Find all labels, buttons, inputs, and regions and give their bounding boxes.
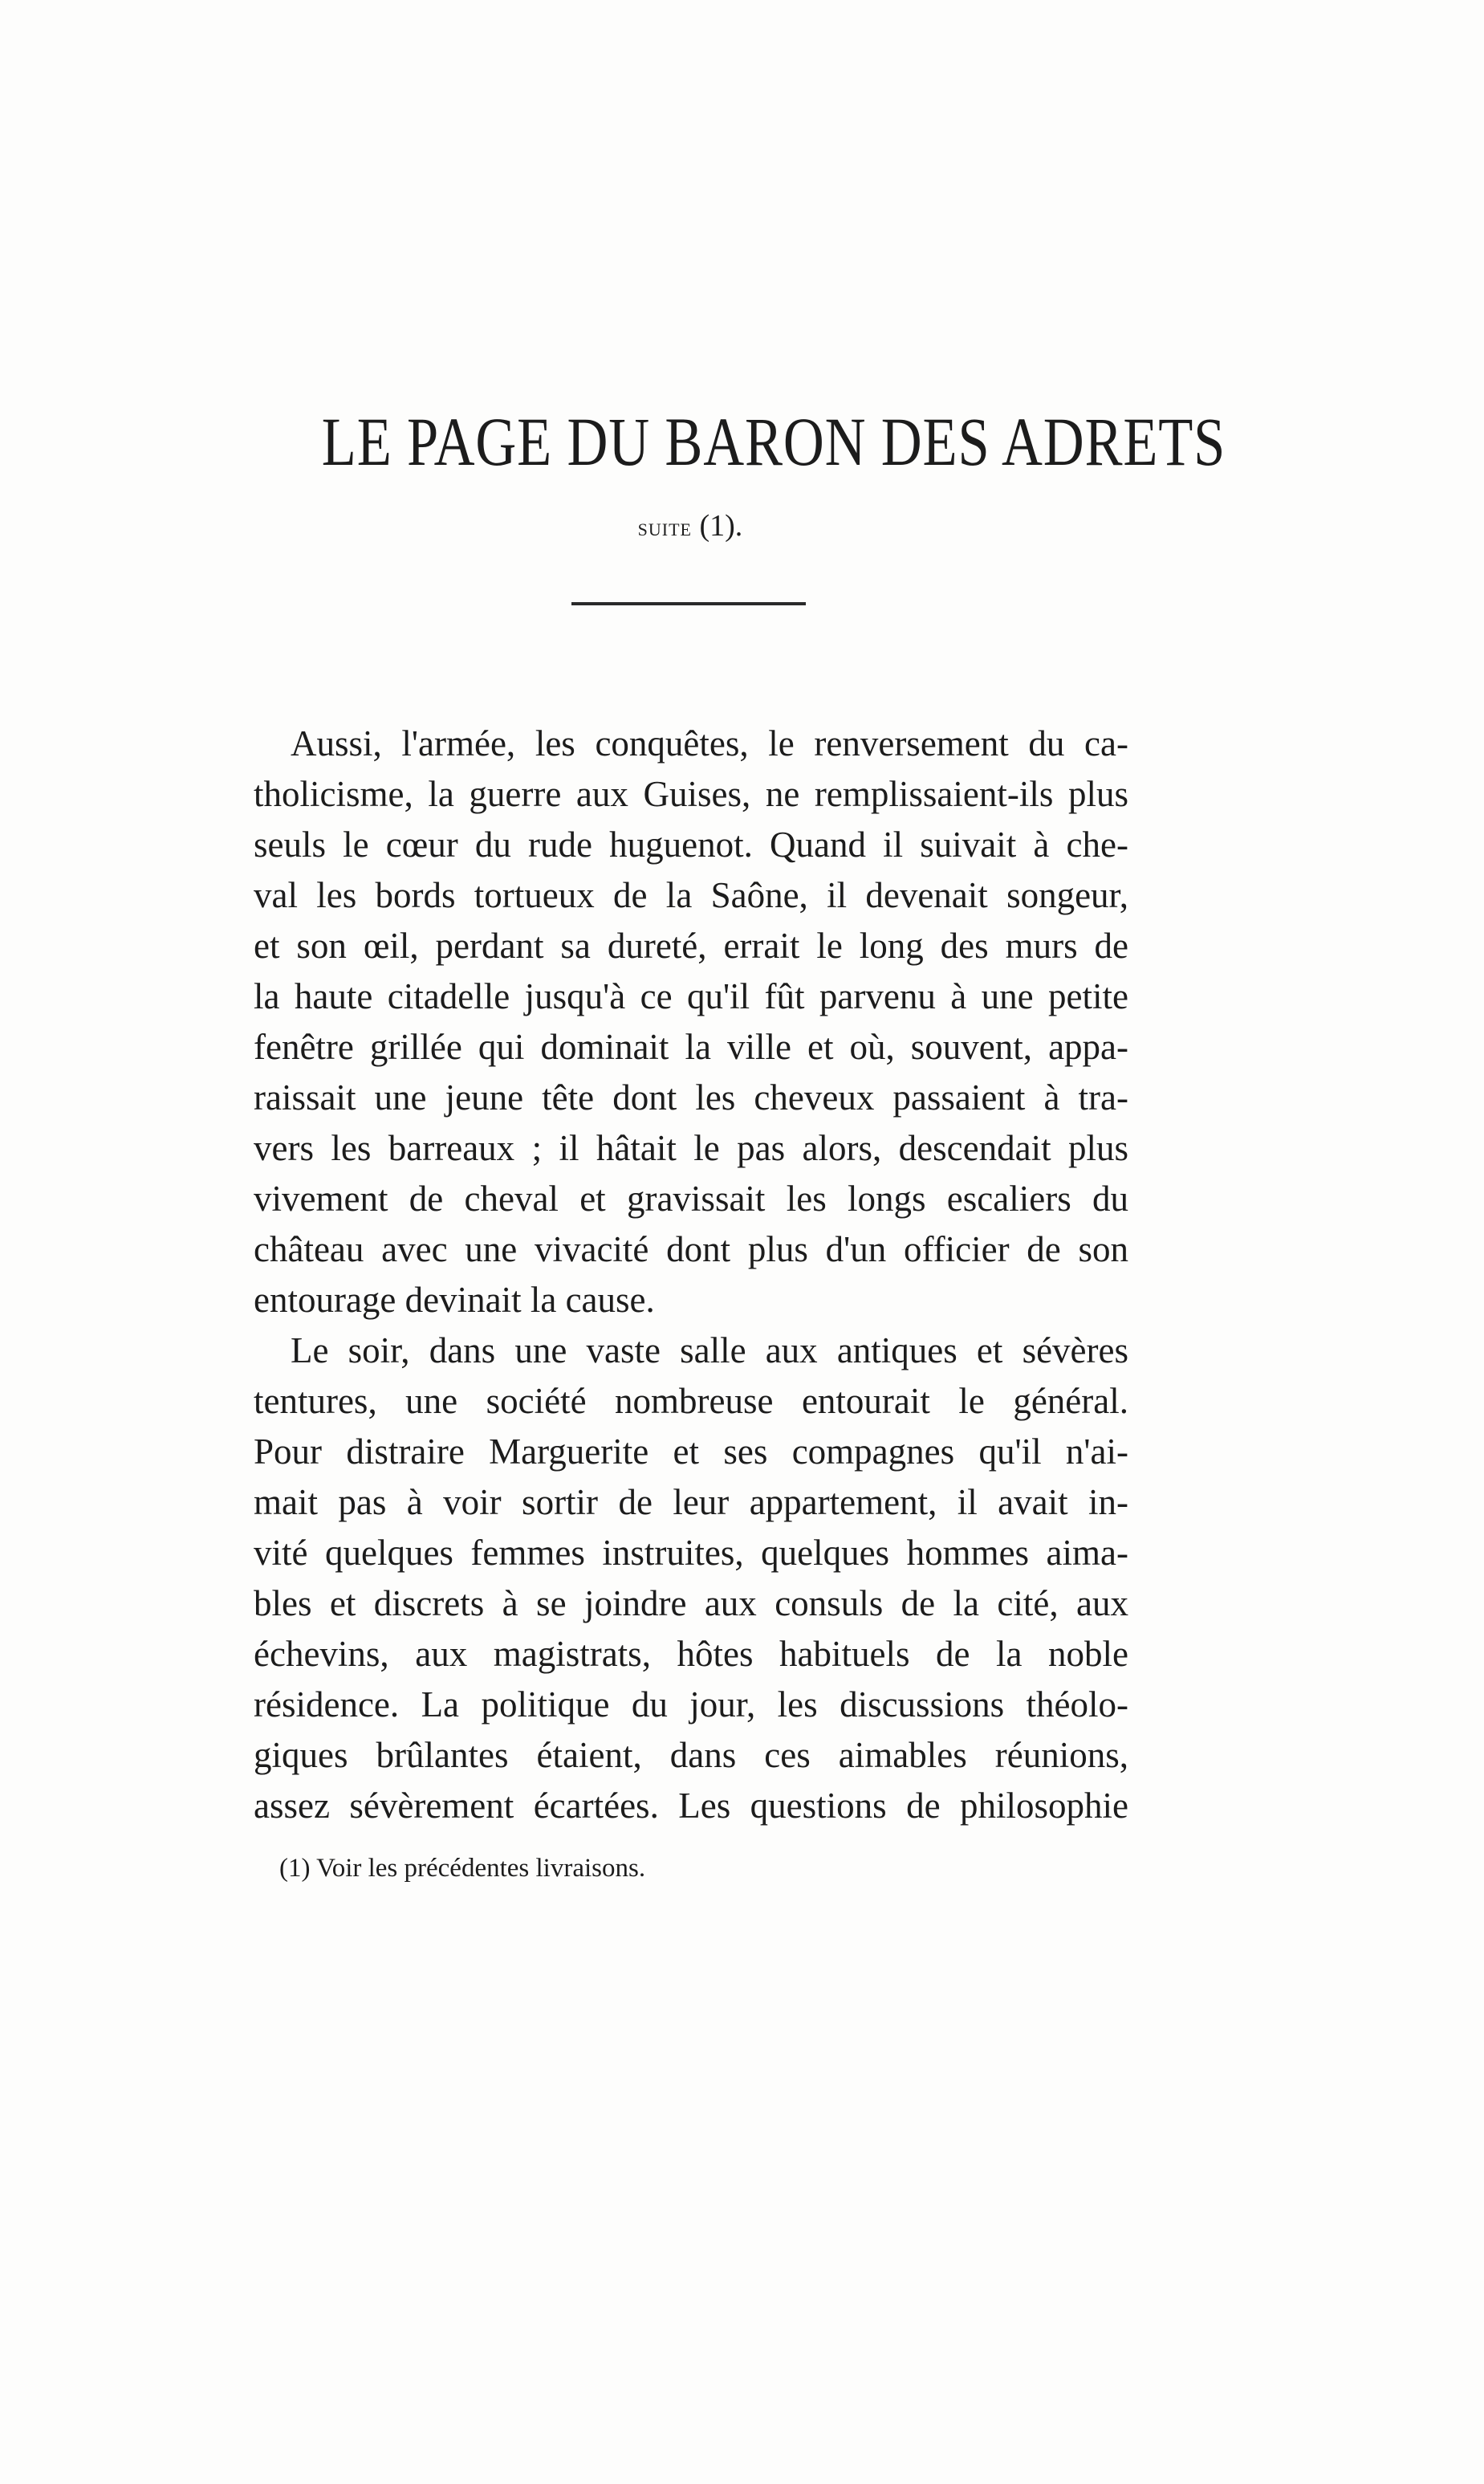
footnote: (1) Voir les précédentes livraisons.	[279, 1854, 646, 1883]
text-line: bles et discrets à se joindre aux consuls de la cité, aux	[254, 1583, 1128, 1623]
footnote-reference: (1).	[699, 509, 743, 543]
text-line: vité quelques femmes instruites, quelques hommes aima-	[254, 1533, 1128, 1573]
text-line: château avec une vivacité dont plus d'un officier de son	[254, 1229, 1128, 1269]
text-line: Le soir, dans une vaste salle aux antiques et sévères	[291, 1330, 1128, 1370]
text-line: Pour distraire Marguerite et ses compagnes qu'il n'ai-	[254, 1431, 1128, 1472]
text-line: échevins, aux magistrats, hôtes habituels de la noble	[254, 1634, 1128, 1674]
text-line: tholicisme, la guerre aux Guises, ne remplissaient-ils plus	[254, 774, 1128, 814]
text-line: fenêtre grillée qui dominait la ville et où, souvent, appa-	[254, 1027, 1128, 1067]
text-line: mait pas à voir sortir de leur appartement, il avait in-	[254, 1482, 1128, 1522]
text-line: assez sévèrement écartées. Les questions de philosophie	[254, 1786, 1128, 1826]
body-text	[254, 719, 1128, 1831]
text-line: giques brûlantes étaient, dans ces aimables réunions,	[254, 1735, 1128, 1775]
text-line: vers les barreaux ; il hâtait le pas alors, descendait plus	[254, 1128, 1128, 1168]
text-line: entourage devinait la cause.	[254, 1280, 655, 1320]
text-line: la haute citadelle jusqu'à ce qu'il fût parvenu à une petite	[254, 976, 1128, 1016]
title-divider	[571, 602, 806, 605]
text-line: raissait une jeune tête dont les cheveux passaient à tra-	[254, 1077, 1128, 1118]
text-line: Aussi, l'armée, les conquêtes, le renversement du ca-	[291, 723, 1128, 764]
text-line: vivement de cheval et gravissait les longs escaliers du	[254, 1179, 1128, 1219]
chapter-title: LE PAGE DU BARON DES ADRETS	[321, 403, 1226, 480]
text-line: val les bords tortueux de la Saône, il devenait songeur,	[254, 875, 1128, 915]
text-line: tentures, une société nombreuse entourait le général.	[254, 1381, 1128, 1421]
chapter-subtitle	[498, 507, 883, 545]
text-line: résidence. La politique du jour, les discussions théolo-	[254, 1684, 1128, 1725]
subtitle-word: suite	[637, 512, 692, 541]
text-line: et son œil, perdant sa dureté, errait le long des murs de	[254, 926, 1128, 966]
text-line: seuls le cœur du rude huguenot. Quand il suivait à che-	[254, 825, 1128, 865]
